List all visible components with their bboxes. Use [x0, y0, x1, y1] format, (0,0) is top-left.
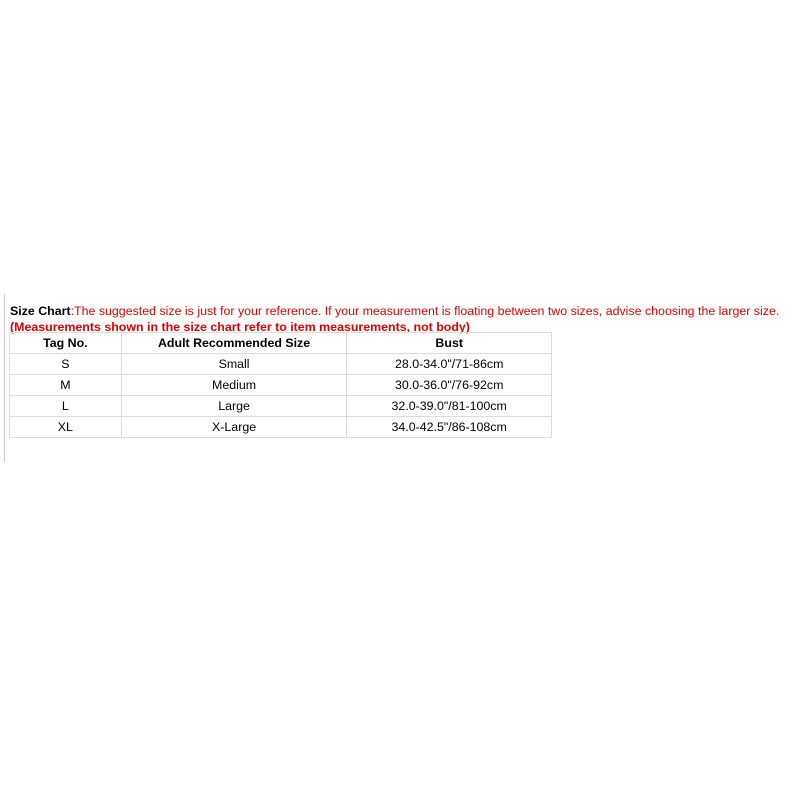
left-divider: [4, 294, 5, 462]
table-header-row: [10, 333, 552, 354]
table-row: [10, 417, 552, 438]
size-table: [9, 332, 552, 438]
header-bust: Bust: [347, 333, 552, 354]
tag-cell: L: [10, 396, 122, 417]
bust-cell: 30.0-36.0"/76-92cm: [347, 375, 552, 396]
size-cell: Medium: [121, 375, 347, 396]
size-cell: Small: [121, 354, 347, 375]
table-row: [10, 354, 552, 375]
size-cell: Large: [121, 396, 347, 417]
header-adult-size: Adult Recommended Size: [121, 333, 347, 354]
tag-cell: M: [10, 375, 122, 396]
bust-cell: 32.0-39.0"/81-100cm: [347, 396, 552, 417]
size-chart-text: :The suggested size is just for your reference. If your measurement is floating between two sizes, advise choosing the larger size.: [70, 304, 780, 318]
tag-cell: S: [10, 354, 122, 375]
table-row: [10, 375, 552, 396]
measurement-note: (Measurements shown in the size chart refer to item measurements, not body): [10, 320, 470, 334]
size-chart-description: [10, 303, 798, 319]
bust-cell: 28.0-34.0"/71-86cm: [347, 354, 552, 375]
size-cell: X-Large: [121, 417, 347, 438]
bust-cell: 34.0-42.5"/86-108cm: [347, 417, 552, 438]
header-tag-no: Tag No.: [10, 333, 122, 354]
tag-cell: XL: [10, 417, 122, 438]
size-chart-intro: [10, 303, 798, 335]
size-chart-label: Size Chart: [10, 304, 71, 318]
table-row: [10, 396, 552, 417]
